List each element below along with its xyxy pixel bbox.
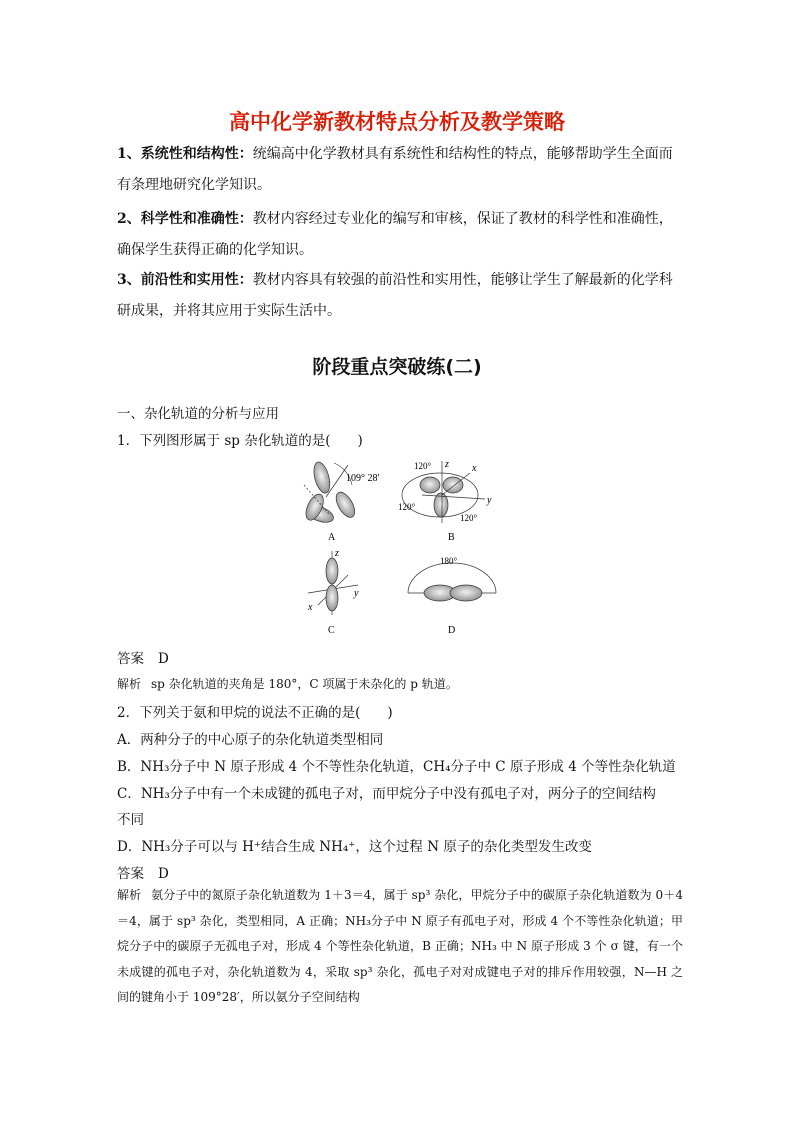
axis-b-x: x <box>472 463 477 474</box>
q1-figure <box>290 455 510 640</box>
q2-option-c-line1: C．NH₃分子中有一个未成键的孤电子对，而甲烷分子中没有孤电子对，两分子的空间结构 <box>117 786 656 802</box>
angle-d-label: 180° <box>440 556 458 566</box>
q1-explain <box>117 675 687 692</box>
figure-label-d: D <box>448 625 456 636</box>
q2-option-d: D．NH₃分子可以与 H⁺结合生成 NH₄⁺，这个过程 N 原子的杂化类型发生改变 <box>117 839 592 855</box>
q2-answer <box>117 862 687 882</box>
q1-explain-label: 解析 <box>117 677 142 691</box>
section-subtitle: 一、杂化轨道的分析与应用 <box>117 406 279 422</box>
section-title: 阶段重点突破练(二) <box>312 356 482 378</box>
angle-a-label: 109° 28′ <box>346 473 380 484</box>
figure-c-p <box>308 551 358 615</box>
q2-option-b: B．NH₃分子中 N 原子形成 4 个不等性杂化轨道，CH₄分子中 C 原子形成 4 个等性杂化轨道 <box>117 759 676 775</box>
point-3 <box>117 265 685 327</box>
angle-b-label-2: 120° <box>398 502 416 512</box>
point-1-label: 1、系统性和结构性： <box>117 146 253 162</box>
q1-explain-text: sp 杂化轨道的夹角是 180°，C 项属于未杂化的 p 轨道。 <box>151 677 458 691</box>
point-3-text: 教材内容具有较强的前沿性和实用性，能够让学生了解最新的化学科研成果，并将其应用于实际生活中。 <box>117 272 673 319</box>
q1-answer-value: D <box>158 651 169 667</box>
q2-explain <box>117 883 683 1011</box>
axis-c-x: x <box>308 602 313 613</box>
q1-answer-label: 答案 <box>117 651 144 667</box>
doc-title: 高中化学新教材特点分析及教学策略 <box>229 110 565 134</box>
axis-c-z: z <box>335 548 339 559</box>
axis-b-z: z <box>445 459 449 470</box>
q2-stem: 2．下列关于氨和甲烷的说法不正确的是( ) <box>117 705 393 721</box>
point-2-label: 2、科学性和准确性： <box>117 211 253 227</box>
q2-explain-label: 解析 <box>117 888 142 902</box>
q1-answer <box>117 647 687 667</box>
q2-option-a: A．两种分子的中心原子的杂化轨道类型相同 <box>117 732 384 748</box>
figure-label-c: C <box>328 625 335 636</box>
q2-option-c-line2: 不同 <box>117 812 144 828</box>
figure-a-sp3 <box>302 460 358 525</box>
figure-label-b: B <box>448 532 455 543</box>
axis-b-y: y <box>487 495 492 506</box>
axis-c-y: y <box>354 588 359 599</box>
figure-d-sp <box>408 563 496 601</box>
angle-b-label-3: 120° <box>460 513 478 523</box>
figure-label-a: A <box>328 532 336 543</box>
point-2-text: 教材内容经过专业化的编写和审核，保证了教材的科学性和准确性，确保学生获得正确的化学知识。 <box>117 211 673 258</box>
angle-b-label-1: 120° <box>414 461 432 471</box>
point-1 <box>117 139 685 201</box>
q1-stem: 1．下列图形属于 sp 杂化轨道的是( ) <box>117 433 363 449</box>
point-1-text: 统编高中化学教材具有系统性和结构性的特点，能够帮助学生全面而有条理地研究化学知识。 <box>117 146 673 193</box>
q2-answer-label: 答案 <box>117 866 144 882</box>
point-3-label: 3、前沿性和实用性： <box>117 272 253 288</box>
point-2 <box>117 204 685 266</box>
q2-explain-text: 氨分子中的氮原子杂化轨道数为 1＋3＝4，属于 sp³ 杂化，甲烷分子中的碳原子杂化轨道数为 0＋4＝4，属于 sp³ 杂化，类型相同，A 正确；NH₃分子中 N 原子有孤电子对，形成 4 个不等性杂化轨道；甲烷分子中的碳原子无孤电子对，形成 4 个等性杂化轨道，B 正确；NH₃ 中 N 原子形成 3 个 σ 键，有一个未成键的孤电子对，杂化轨道数为 4，采取 sp³ 杂化，孤电子对对成键电子对的排斥作用较强，N—H 之间的键角小于 109°28′，所以氨分子空间结构 <box>117 888 683 1004</box>
q2-answer-value: D <box>158 866 169 882</box>
